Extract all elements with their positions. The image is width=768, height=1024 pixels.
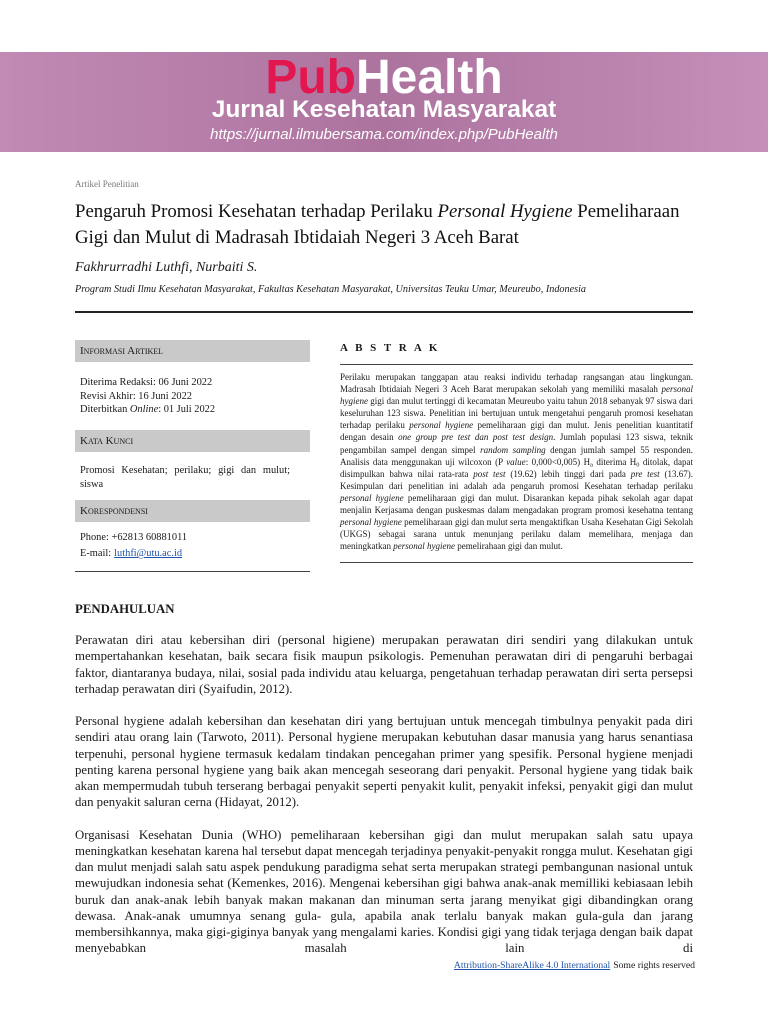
italic-run: Online	[129, 404, 159, 415]
intro-paragraph: Organisasi Kesehatan Dunia (WHO) pemeliharaan kebersihan gigi dan mulut merupakan salah satu upaya meningkatkan kesehatan karena hal tersebut dapat mencegah terjadinya penyakit-penyakit rongga mulut. Kesehatan gigi dan mulut menjadi salah satu aspek pendukung paradigma sehat serta merupakan strategi pembangunan nasional untuk mewujudkan indonesia sehat (Kemenkes, 2016). Mengenai kebersihan gigi bahwa anak-anak memilliki kebiasaan lebih buruk dan anak-anak lebih banyak makan makanan dan minuman serta jarang menyikat gigi dibandingkan orang dewasa. Anak-anak umumnya senang gula- gula, apabila anak terlalu banyak makan gula-gula dan jarang membersihkannya, maka gigi-giginya banyak yang mengalami karies. Kondisi gigi yang tidak terjaga dengan baik dapat menyebabkan masalah lain di	[75, 827, 693, 956]
journal-url: https://jurnal.ilmubersama.com/index.php/PubHealth	[210, 126, 558, 143]
email-link[interactable]: luthfi@utu.ac.id	[114, 548, 183, 559]
subscript-run: 0	[636, 461, 640, 469]
subscript-run: a	[590, 461, 593, 469]
text-run: (13.67). Kesimpulan dari penelitian ini adalah ada pengaruh promosi Kesehatan terhadap perilaku	[340, 468, 693, 491]
keywords-label: Kata Kunci	[80, 435, 134, 447]
published-date	[80, 403, 290, 417]
article-title	[75, 199, 695, 251]
keywords-header	[75, 430, 310, 452]
license-link[interactable]: Attribution-ShareAlike 4.0 International	[453, 960, 611, 971]
logo-health-text: Health	[355, 51, 503, 104]
correspondence-header	[75, 500, 310, 522]
correspondence-label: Korespondensi	[80, 505, 148, 517]
revised-date: Revisi Akhir: 16 Juni 2022	[80, 390, 192, 402]
header-divider	[75, 311, 693, 313]
phone-text: Phone: +62813 60881011	[80, 532, 188, 543]
abstract-heading: A B S T R A K	[340, 342, 440, 354]
italic-run: one group pre test dan post test design	[398, 432, 554, 443]
article-info-label: Informasi Artikel	[80, 345, 164, 357]
received-date: Diterima Redaksi: 06 Juni 2022	[80, 377, 213, 388]
article-type-label: Artikel Penelitian	[75, 179, 139, 189]
text-run: Diterbitkan	[80, 404, 130, 415]
text-run: diterima H	[592, 456, 637, 467]
italic-run: personal hygiene	[340, 384, 693, 407]
text-run: pemelirahaan gigi dan mulut.	[454, 541, 563, 552]
abstract-text	[340, 371, 693, 552]
author-affiliation: Program Studi Ilmu Kesehatan Masyarakat, Fakultas Kesehatan Masyarakat, Universitas Teuku Umar, Meureubo, Indonesia	[75, 284, 587, 295]
email-row	[80, 546, 290, 562]
intro-paragraph: Personal hygiene adalah kebersihan dan kesehatan diri yang bertujuan untuk mencegah timbulnya penyakit pada diri sendiri atau orang lain (Tarwoto, 2011). Personal hygiene merupakan kebutuhan dasar manusia yang harus senantiasa terpenuhi, personal hygiene termasuk kedalam tindakan pencegahan primer yang spesifik. Personal hygiene menjadi penting karena personal hygiene yang baik akan mencegah seseorang dari penyakit. Personal hygiene yang tidak baik akan mempermudah tubuh terserang berbagai penyakit seperti penyakit kulit, penyakit infeksi, penyakit gigi dan mulut dan penyakit saluran cerna (Hidayat, 2012).	[75, 714, 693, 810]
text-run: : 0,000<0,005) H	[525, 456, 591, 467]
text-run: (19.62) lebih tinggi dari pada	[505, 468, 631, 479]
italic-run: Personal Hygiene	[437, 201, 573, 222]
intro-paragraph: Perawatan diri atau kebersihan diri (personal higiene) merupakan perawatan diri sendiri yang dilakukan untuk mempertahankan kesehatan, baik secara fisik maupun psikologis. Pemenuhan perawatan diri di pengaruhi berbagai faktor, diantaranya budaya, nilai, sosial pada individu atau keluarga, pengetahuan terhadap perawatan diri serta persepsi terhadap perawatan diri (Syaifudin, 2012).	[75, 633, 693, 696]
text-run: Pengaruh Promosi Kesehatan terhadap Perilaku	[75, 201, 438, 222]
italic-run: personal hygiene	[340, 492, 404, 503]
abstract-top-divider	[340, 364, 693, 365]
italic-run: random sampling	[480, 444, 546, 455]
article-dates	[80, 376, 290, 417]
italic-run: personal hygiene	[340, 517, 402, 528]
journal-name: Jurnal Kesehatan Masyarakat	[211, 96, 557, 123]
journal-banner	[0, 52, 768, 152]
italic-run: personal hygiene	[393, 541, 455, 552]
italic-run: value	[506, 456, 526, 467]
keywords-text: Promosi Kesehatan; perilaku; gigi dan mulut; siswa	[80, 465, 290, 490]
article-info-header	[75, 340, 310, 362]
italic-run: post test	[473, 468, 506, 479]
introduction-section	[75, 601, 693, 973]
italic-run: pre test	[630, 468, 660, 479]
journal-logo	[0, 51, 768, 104]
text-run: dengan jumlah sampel 55 responden. Analisis data menggunakan uji wilcoxon (P	[340, 444, 694, 467]
article-authors: Fakhrurradhi Luthfi, Nurbaiti S.	[75, 260, 258, 275]
text-run: pemeliharaan gigi dan mulut serta mengaktifkan Usaha Kesehatan Gigi Sekolah (UKGS) sebagai sarana untuk menunjang perilaku dalam memelihara, menjaga dan meningkatkan	[340, 517, 693, 552]
section-heading-introduction: PENDAHULUAN	[75, 602, 175, 616]
rights-text: Some rights reserved	[613, 960, 695, 971]
text-run: pemeliharaan gigi dan mulut. Disarankan kepada pihak sekolah agar dapat menjalin Kerjasama dengan puskesmas dalam mengadakan program promosi kesehatna tentang	[340, 492, 693, 516]
text-run: : 01 Juli 2022	[158, 404, 216, 415]
correspondence-details	[80, 530, 290, 562]
text-run: gigi dan mulut tertinggi di kecamatan Meureubo yaitu tahun 2018 sebanyak 97 siswa dari keseluruhan 123 siswa. Penelitian ini bertujuan untuk mengetahui pengaruh promosi kesehatan terhadap perilaku	[340, 396, 693, 431]
abstract-bottom-divider	[340, 562, 693, 563]
text-run: Perilaku merupakan tanggapan atau reaksi individu terhadap rangsangan atau lingkungan. Madrasah Ibtidaiah Negeri 3 Aceh Barat merupakan sekolah yang memiliki masalah	[340, 372, 693, 395]
text-run: Pemeliharaan Gigi dan Mulut di Madrasah Ibtidaiah Negeri 3 Aceh Barat	[75, 201, 680, 248]
email-label: E-mail:	[80, 548, 112, 559]
license-footer	[75, 960, 695, 972]
text-run: ditolak, dapat disimpulkan bahwa nilai rata-rata	[340, 456, 693, 479]
abstract-section	[340, 341, 693, 563]
text-run: pemeliharaan gigi dan mulut. Jenis penelitian kuantitatif dengan desain	[340, 420, 694, 443]
text-run: . Jumlah populasi 123 siswa, teknik pengambilan sampel dengan simpel	[340, 432, 693, 455]
logo-pub-text: Pub	[265, 51, 356, 104]
italic-run: personal hygiene	[409, 420, 474, 431]
info-bottom-divider	[75, 571, 310, 572]
